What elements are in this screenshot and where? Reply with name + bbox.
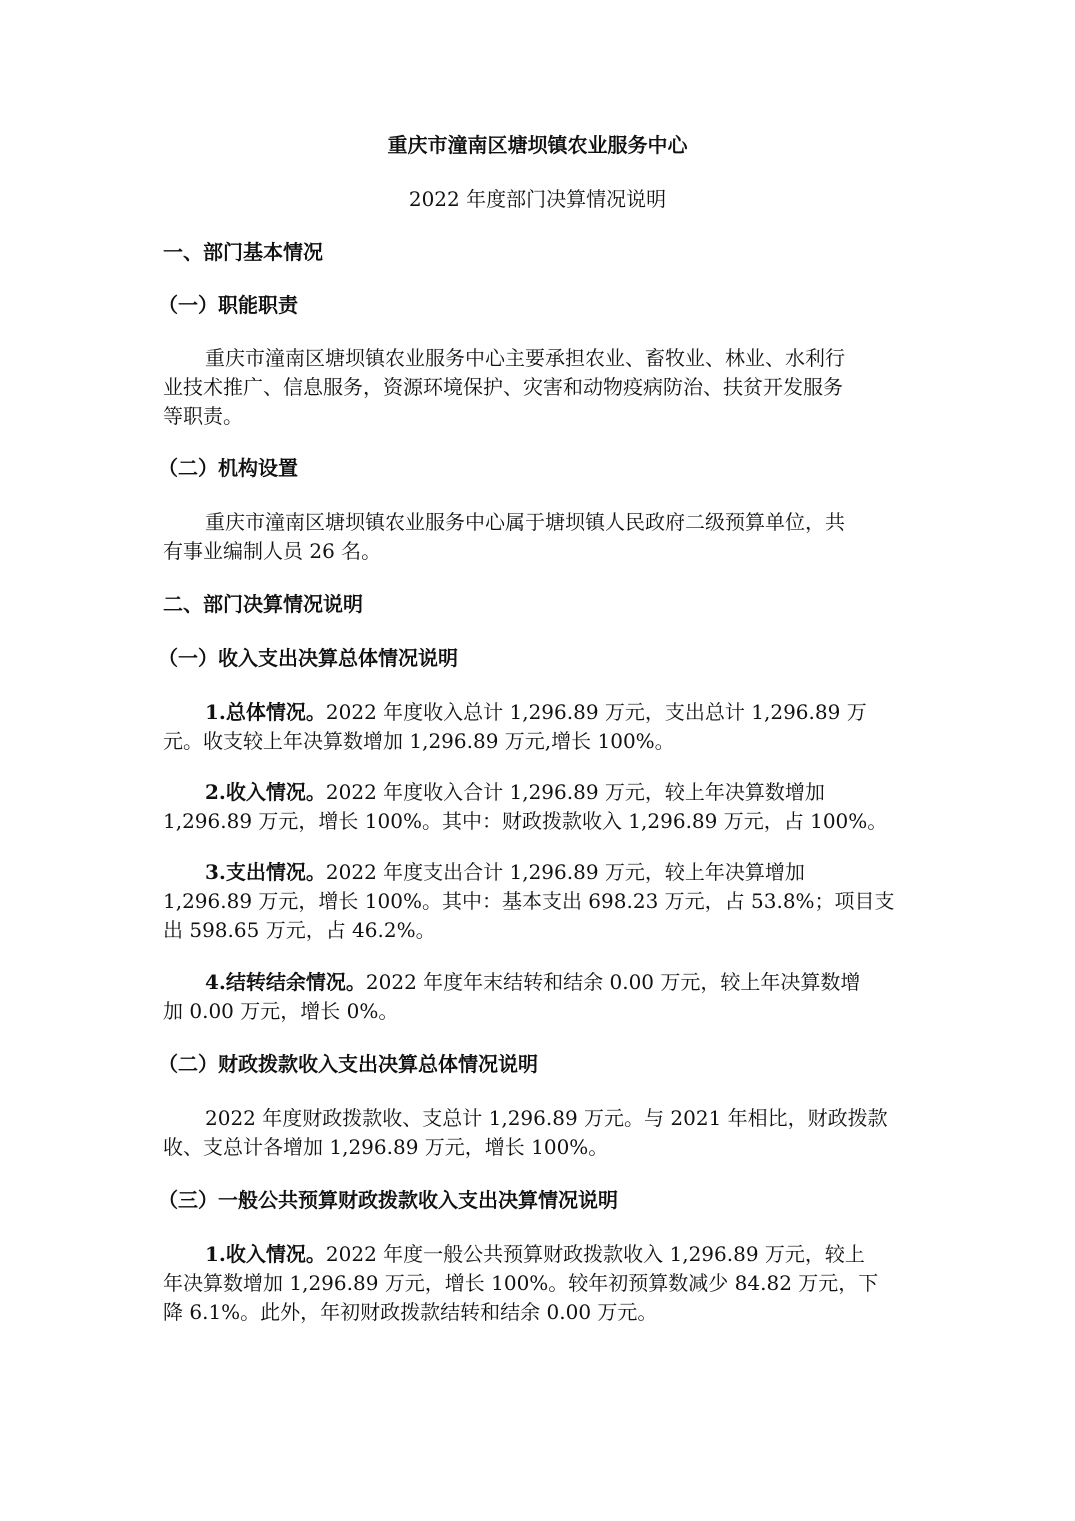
- item-lead: 2.收入情况。: [205, 780, 326, 804]
- paragraph-line: 收、支总计各增加 1,296.89 万元，增长 100%。: [163, 1135, 609, 1159]
- paragraph-fiscal-appropriation: [163, 1104, 908, 1162]
- paragraph-line: 1,296.89 万元，增长 100%。其中：财政拨款收入 1,296.89 万元，占 100%。: [163, 809, 888, 833]
- item-lead: 4.结转结余情况。: [205, 970, 366, 994]
- item-text: 2022 年度一般公共预算财政拨款收入 1,296.89 万元，较上: [325, 1242, 865, 1266]
- paragraph-functions: [163, 344, 908, 431]
- paragraph-item-income: [163, 778, 908, 836]
- item-lead: 3.支出情况。: [205, 860, 326, 884]
- paragraph-organization: [163, 508, 908, 566]
- subsection-heading-functions: （一）职能职责: [158, 293, 298, 317]
- paragraph-line: 出 598.65 万元，占 46.2%。: [163, 918, 436, 942]
- subsection-heading-overall: （一）收入支出决算总体情况说明: [158, 646, 458, 670]
- paragraph-item-general-budget-income: [163, 1240, 908, 1327]
- paragraph-item-carryover: [163, 968, 908, 1026]
- paragraph-line: 重庆市潼南区塘坝镇农业服务中心属于塘坝镇人民政府二级预算单位，共: [205, 510, 845, 534]
- paragraph-line: 重庆市潼南区塘坝镇农业服务中心主要承担农业、畜牧业、林业、水利行: [205, 346, 845, 370]
- subsection-heading-organization: （二）机构设置: [158, 456, 298, 480]
- section-heading-final-accounts: 二、部门决算情况说明: [163, 592, 363, 616]
- paragraph-line: 年决算数增加 1,296.89 万元，增长 100%。较年初预算数减少 84.82 万元，下: [163, 1271, 879, 1295]
- paragraph-line: 元。收支较上年决算数增加 1,296.89 万元,增长 100%。: [163, 729, 675, 753]
- item-text: 2022 年度收入总计 1,296.89 万元，支出总计 1,296.89 万: [325, 700, 867, 724]
- item-text: 2022 年度支出合计 1,296.89 万元，较上年决算增加: [325, 860, 805, 884]
- item-text: 2022 年度年末结转和结余 0.00 万元，较上年决算数增: [365, 970, 861, 994]
- subsection-heading-general-budget: （三）一般公共预算财政拨款收入支出决算情况说明: [158, 1188, 618, 1212]
- paragraph-line: 等职责。: [163, 404, 243, 428]
- document-subtitle: 2022 年度部门决算情况说明: [408, 187, 667, 211]
- section-heading-basic-info: 一、部门基本情况: [163, 240, 323, 264]
- paragraph-line: 业技术推广、信息服务，资源环境保护、灾害和动物疫病防治、扶贫开发服务: [163, 375, 843, 399]
- paragraph-line: 加 0.00 万元，增长 0%。: [163, 999, 399, 1023]
- paragraph-line: 有事业编制人员 26 名。: [163, 539, 382, 563]
- paragraph-item-expenditure: [163, 858, 908, 945]
- paragraph-line: 降 6.1%。此外，年初财政拨款结转和结余 0.00 万元。: [163, 1300, 658, 1324]
- item-lead: 1.总体情况。: [205, 700, 326, 724]
- document-title: 重庆市潼南区塘坝镇农业服务中心: [387, 133, 688, 157]
- item-lead: 1.收入情况。: [205, 1242, 326, 1266]
- paragraph-item-overall: [163, 698, 908, 756]
- subsection-heading-fiscal-appropriation: （二）财政拨款收入支出决算总体情况说明: [158, 1052, 538, 1076]
- item-text: 2022 年度收入合计 1,296.89 万元，较上年决算数增加: [325, 780, 825, 804]
- paragraph-line: 1,296.89 万元，增长 100%。其中：基本支出 698.23 万元，占 53.8%；项目支: [163, 889, 895, 913]
- paragraph-line: 2022 年度财政拨款收、支总计 1,296.89 万元。与 2021 年相比，财政拨款: [205, 1106, 888, 1130]
